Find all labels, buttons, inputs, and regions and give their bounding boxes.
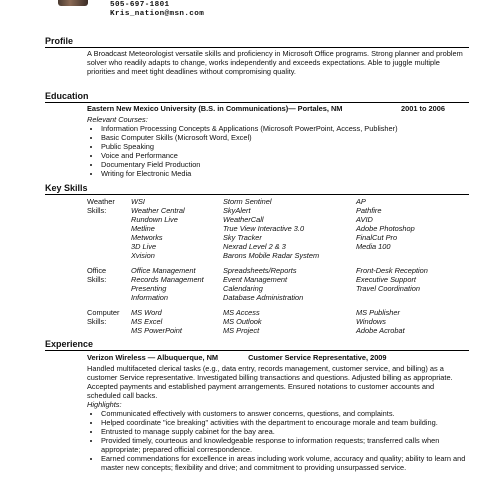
skill-item: MS Project [223, 326, 260, 336]
skill-item: Nexrad Level 2 & 3 [223, 242, 286, 252]
skill-group-label [87, 242, 131, 251]
skill-item: MS PowerPoint [131, 326, 182, 336]
skill-group-label: Skills: [87, 317, 107, 327]
experience-heading: Experience [45, 339, 94, 349]
list-item: • Voice and Performance [101, 151, 469, 160]
skill-item: Database Administration [223, 293, 304, 303]
skill-item: Presenting [131, 284, 167, 294]
skill-item: Xvision [131, 251, 155, 261]
skill-item: Executive Support [356, 275, 416, 285]
skills-grid [87, 197, 469, 341]
contact-email: Kris_nation@msn.com [110, 10, 205, 18]
skill-item: Metline [131, 224, 155, 234]
skill-group-label: Skills: [87, 275, 107, 285]
skill-item: Rundown Live [131, 215, 178, 225]
skill-item: 3D Live [131, 242, 157, 252]
skill-group-label [87, 293, 131, 302]
skill-group-label [87, 224, 131, 233]
skill-item: WeatherCall [223, 215, 264, 225]
experience-summary: Handled multifaceted clerical tasks (e.g., data entry, records management, customer service, and billing) as a customer Service representative. Investigated billing transactions and questions. Adjusted billing as appropriate. Accepted payments and established payment arrangements. Ensured notations to customer accounts and scheduled call backs. [87, 364, 453, 401]
education-body [87, 104, 469, 178]
skill-item [356, 251, 469, 260]
skill-item: Records Management [131, 275, 204, 285]
education-school: Eastern New Mexico University (B.S. in Communications)— Portales, NM [87, 104, 343, 113]
list-item: • Earned commendations for excellence in areas including work volume, accuracy and quality; ability to learn and master new concepts; flexibility and drive; and commitment to providing unsurpassed service. [101, 454, 469, 472]
skill-item: Front-Desk Reception [356, 266, 428, 276]
experience-divider [45, 350, 469, 351]
skill-item: Barons Mobile Radar System [223, 251, 320, 261]
courses-list [87, 124, 469, 178]
skill-group-label [87, 215, 131, 224]
profile-section-header [45, 36, 469, 47]
education-section-header [45, 91, 469, 102]
education-divider [45, 102, 469, 103]
skills-section-header [45, 183, 469, 194]
highlights-list [87, 409, 469, 472]
skill-group-label [87, 326, 131, 335]
skill-item: Media 100 [356, 242, 391, 252]
skill-item: Information [131, 293, 168, 303]
experience-title: Customer Service Representative, 2009 [248, 353, 387, 362]
skill-group-label: Skills: [87, 206, 107, 216]
skill-item: Adobe Photoshop [356, 224, 415, 234]
skill-group-label [87, 251, 131, 260]
skill-group-label [87, 233, 131, 242]
list-item: • Public Speaking [101, 142, 469, 151]
list-item: • Communicated effectively with customers to answer concerns, questions, and complaints. [101, 409, 469, 418]
skill-item: WSI [131, 197, 145, 206]
skill-group-label: Office [87, 266, 107, 276]
skill-item: MS Access [223, 308, 260, 318]
skill-group-label: Weather [87, 197, 115, 206]
list-item: • Information Processing Concepts & Applications (Microsoft PowerPoint, Access, Publisher) [101, 124, 469, 133]
experience-employer: Verizon Wireless — Albuquerque, NM [87, 353, 219, 362]
skill-item: Office Management [131, 266, 196, 276]
skill-group-label: Computer [87, 308, 120, 318]
skill-item: Calendaring [223, 284, 263, 294]
skill-item: AVID [356, 215, 373, 225]
contact-phone: 505-697-1801 [110, 1, 170, 9]
skill-item: FinalCut Pro [356, 233, 398, 243]
education-heading: Education [45, 91, 89, 101]
skill-item: Storm Sentinel [223, 197, 272, 206]
education-school-line [87, 104, 469, 113]
skill-item: Adobe Acrobat [356, 326, 405, 336]
skill-item [356, 293, 469, 302]
contact-block [110, 0, 204, 19]
skill-item: Weather Central [131, 206, 185, 216]
list-item: • Entrusted to manage supply cabinet for the bay area. [101, 427, 469, 436]
highlights-label: Highlights: [87, 400, 122, 410]
experience-section-header [45, 339, 469, 350]
profile-divider [45, 47, 469, 48]
list-item: • Basic Computer Skills (Microsoft Word, Excel) [101, 133, 469, 142]
list-item: • Writing for Electronic Media [101, 169, 469, 178]
skill-item: True View Interactive 3.0 [223, 224, 305, 234]
courses-label: Relevant Courses: [87, 115, 148, 125]
skill-item: Travel Coordination [356, 284, 420, 294]
skill-item: Event Management [223, 275, 288, 285]
skill-item: MS Excel [131, 317, 163, 327]
experience-job-line [87, 353, 469, 362]
profile-heading: Profile [45, 36, 74, 46]
skill-item: MS Word [131, 308, 162, 318]
skill-item: Spreadsheets/Reports [223, 266, 297, 276]
list-item: • Helped coordinate "ice breaking" activities with the department to encourage morale and team building. [101, 418, 469, 427]
education-years: 2001 to 2006 [401, 104, 445, 113]
skills-heading: Key Skills [45, 183, 88, 193]
profile-text: A Broadcast Meteorologist versatile skills and proficiency in Microsoft Office programs. Strong planner and problem solver who readily adapts to change, works independently and exceeds expectations. Able to juggle multiple priorities and meet tight deadlines without compromising quality. [87, 49, 463, 77]
list-item: • Documentary Field Production [101, 160, 469, 169]
skill-item: MS Publisher [356, 308, 400, 318]
skill-item: Windows [356, 317, 386, 327]
skill-item: Sky Tracker [223, 233, 262, 243]
skill-item: AP [356, 197, 366, 206]
skill-item: Metworks [131, 233, 163, 243]
skill-item: Pathfire [356, 206, 382, 216]
skill-item: MS Outlook [223, 317, 262, 327]
profile-photo [58, 0, 88, 6]
skill-group-label [87, 284, 131, 293]
skill-item: SkyAlert [223, 206, 251, 216]
skills-divider [45, 194, 469, 195]
experience-body [87, 353, 469, 472]
list-item: • Provided timely, courteous and knowledgeable response to information requests; transferred calls when appropriate; prepared official correspondence. [101, 436, 469, 454]
